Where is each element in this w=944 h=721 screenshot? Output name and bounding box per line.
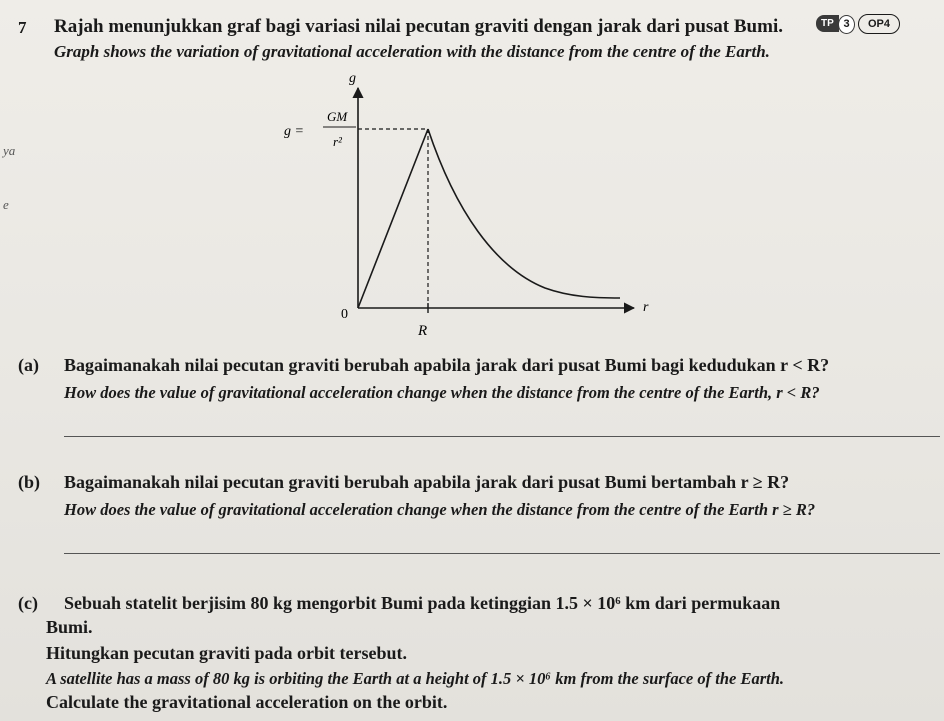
linear-segment: [358, 129, 428, 308]
margin-note-1: ya: [3, 143, 16, 158]
tp-level-badge: 3: [838, 15, 855, 34]
tp-badge: TP: [816, 15, 839, 32]
question-number: 7: [18, 18, 27, 37]
part-c-malay-line3: Hitungkan pecutan graviti pada orbit tersebut.: [46, 643, 408, 663]
part-a-english: How does the value of gravitational acceleration change when the distance from the centre of the Earth, r < R?: [64, 383, 820, 402]
x-axis-label: r: [643, 300, 649, 315]
equation-lhs: g =: [284, 124, 304, 139]
equation-numerator: GM: [327, 109, 348, 124]
part-c-english-line2: Calculate the gravitational acceleration on the orbit.: [46, 692, 448, 712]
question-text-malay: Rajah menunjukkan graf bagi variasi nilai pecutan graviti dengan jarak dari pusat Bumi.: [54, 16, 783, 37]
origin-label: 0: [341, 307, 348, 322]
y-axis-label: g: [349, 71, 356, 86]
part-b-answer-line: [64, 553, 940, 554]
part-b-malay: Bagaimanakah nilai pecutan graviti berubah apabila jarak dari pusat Bumi bertambah r ≥ R?: [64, 472, 790, 492]
op-badge: OP4: [858, 14, 900, 34]
part-c-label: (c): [18, 593, 38, 613]
part-b-english: How does the value of gravitational acceleration change when the distance from the centre of the Earth r ≥ R?: [64, 500, 816, 519]
question-text-english: Graph shows the variation of gravitational acceleration with the distance from the centre of the Earth.: [54, 42, 770, 61]
part-c-english-line1: A satellite has a mass of 80 kg is orbiting the Earth at a height of 1.5 × 10⁶ km from the surface of the Earth.: [46, 669, 785, 688]
part-a-malay: Bagaimanakah nilai pecutan graviti berubah apabila jarak dari pusat Bumi bagi kedudukan r < R?: [64, 355, 830, 375]
g-vs-r-graph: [0, 0, 944, 340]
part-c-malay-line2: Bumi.: [46, 617, 93, 637]
equation-denominator: r²: [333, 134, 342, 149]
part-c-malay-line1: Sebuah statelit berjisim 80 kg mengorbit Bumi pada ketinggian 1.5 × 10⁶ km dari permukaan: [64, 593, 781, 613]
part-a-label: (a): [18, 355, 39, 375]
part-b-label: (b): [18, 472, 40, 492]
margin-note-2: e: [3, 197, 9, 212]
r-marker-label: R: [418, 323, 428, 339]
part-a-answer-line: [64, 436, 940, 437]
inverse-square-curve: [428, 129, 620, 298]
